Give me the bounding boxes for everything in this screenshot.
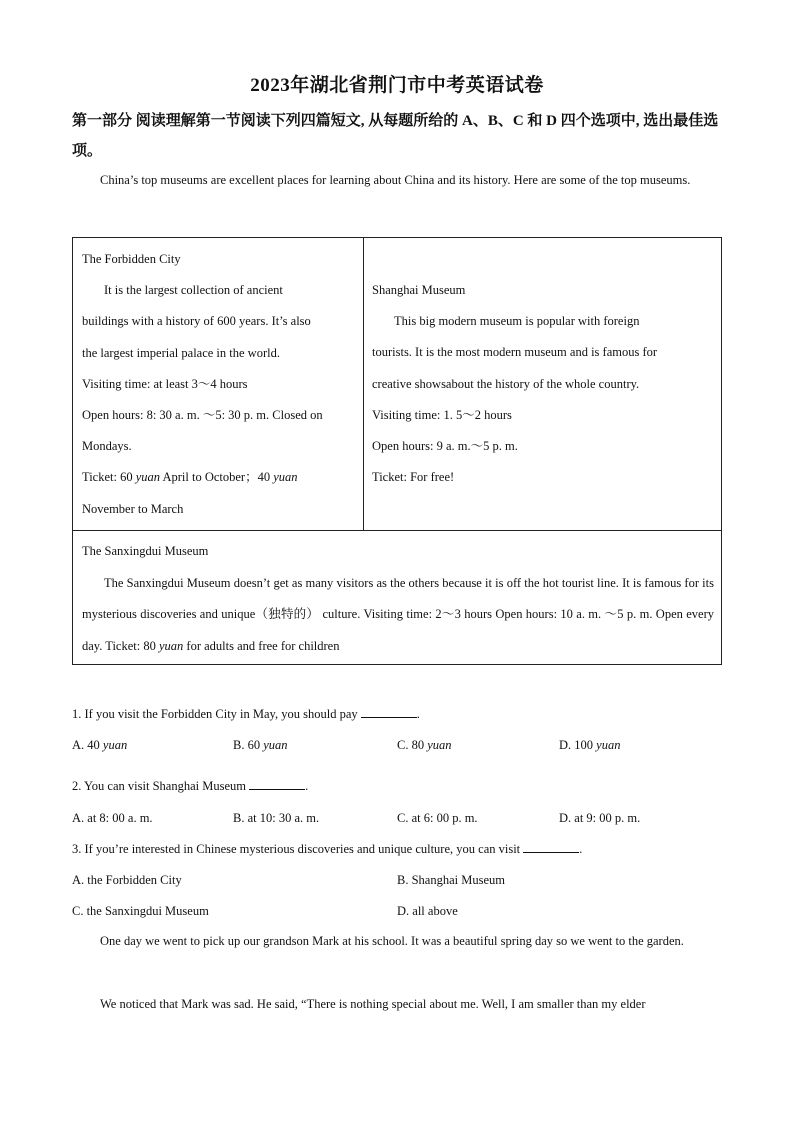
question-stem: 2. You can visit Shanghai Museum bbox=[72, 779, 246, 793]
question-2: 2. You can visit Shanghai Museum . bbox=[72, 779, 309, 793]
museum-table bbox=[72, 237, 722, 665]
table-vertical-divider bbox=[363, 238, 364, 530]
option-c: C. at 6: 00 p. m. bbox=[397, 811, 478, 825]
answer-blank bbox=[249, 777, 305, 790]
forbidden-city-line: Mondays. bbox=[82, 439, 132, 454]
option-d: D. all above bbox=[397, 904, 458, 918]
shanghai-museum-line: Open hours: 9 a. m.～5 p. m. bbox=[372, 439, 518, 454]
option-a: A. the Forbidden City bbox=[72, 873, 182, 887]
table-horizontal-divider bbox=[73, 530, 721, 531]
sanxingdui-cell bbox=[82, 536, 714, 662]
option-d: D. at 9: 00 p. m. bbox=[559, 811, 641, 825]
passage-2-paragraph: One day we went to pick up our grandson Mark at his school. It was a beautiful spring day so we went to the garden. bbox=[100, 934, 684, 948]
forbidden-city-cell bbox=[82, 244, 357, 525]
answer-blank bbox=[361, 705, 417, 718]
shanghai-museum-name: Shanghai Museum bbox=[372, 283, 466, 297]
sanxingdui-text: The Sanxingdui Museum doesn’t get as many visitors as the others because it is off the hot tourist line. It is famous for its mysterious discoveries and unique（独特的） culture. Visiting time: 2～3 hours Open hours: 10 a. m. ～5 p. m. Open every day. Ticket: 80 yuan for adults and free for children bbox=[82, 575, 714, 653]
forbidden-city-line: Open hours: 8: 30 a. m. ～5: 30 p. m. Closed on bbox=[82, 408, 323, 423]
shanghai-museum-line: Ticket: For free! bbox=[372, 470, 455, 485]
shanghai-museum-line: tourists. It is the most modern museum and is famous for bbox=[372, 345, 658, 360]
option-a: A. 40 yuan bbox=[72, 738, 128, 752]
section-header: 第一部分 阅读理解第一节阅读下列四篇短文, 从每题所给的 A、B、C 和 D 四个选项中, 选出最佳选项。 bbox=[72, 113, 719, 159]
option-b: B. Shanghai Museum bbox=[397, 873, 505, 887]
answer-blank bbox=[523, 840, 579, 853]
shanghai-museum-cell bbox=[372, 275, 717, 493]
option-b: B. at 10: 30 a. m. bbox=[233, 811, 320, 825]
option-c: C. 80 yuan bbox=[397, 738, 452, 752]
question-3: 3. If you’re interested in Chinese mysterious discoveries and unique culture, you can visit . bbox=[72, 842, 583, 856]
shanghai-museum-line: creative showsabout the history of the whole country. bbox=[372, 376, 640, 391]
forbidden-city-name: The Forbidden City bbox=[82, 252, 181, 266]
sanxingdui-name: The Sanxingdui Museum bbox=[82, 544, 209, 558]
forbidden-city-line: Visiting time: at least 3～4 hours bbox=[82, 376, 248, 391]
question-stem: 1. If you visit the Forbidden City in May, you should pay bbox=[72, 707, 358, 721]
question-stem: 3. If you’re interested in Chinese mysterious discoveries and unique culture, you can visit bbox=[72, 842, 521, 856]
question-1: 1. If you visit the Forbidden City in May, you should pay . bbox=[72, 707, 420, 721]
option-d: D. 100 yuan bbox=[559, 738, 621, 752]
page-title: 2023年湖北省荆门市中考英语试卷 bbox=[250, 75, 544, 96]
intro-paragraph: China’s top museums are excellent places for learning about China and its history. Here are some of the top museums. bbox=[100, 173, 691, 187]
option-a: A. at 8: 00 a. m. bbox=[72, 811, 153, 825]
passage-2-paragraph: We noticed that Mark was sad. He said, “There is nothing special about me. Well, I am smaller than my elder bbox=[100, 997, 646, 1011]
shanghai-museum-line: Visiting time: 1. 5～2 hours bbox=[372, 407, 512, 422]
option-b: B. 60 yuan bbox=[233, 738, 288, 752]
forbidden-city-line: November to March bbox=[82, 501, 184, 516]
forbidden-city-line: Ticket: 60 yuan April to October；40 yuan bbox=[82, 470, 298, 485]
shanghai-museum-line: This big modern museum is popular with foreign bbox=[394, 314, 640, 329]
forbidden-city-line: the largest imperial palace in the world. bbox=[82, 345, 280, 360]
forbidden-city-line: It is the largest collection of ancient bbox=[104, 283, 283, 298]
option-c: C. the Sanxingdui Museum bbox=[72, 904, 209, 918]
forbidden-city-line: buildings with a history of 600 years. It’s also bbox=[82, 314, 311, 329]
